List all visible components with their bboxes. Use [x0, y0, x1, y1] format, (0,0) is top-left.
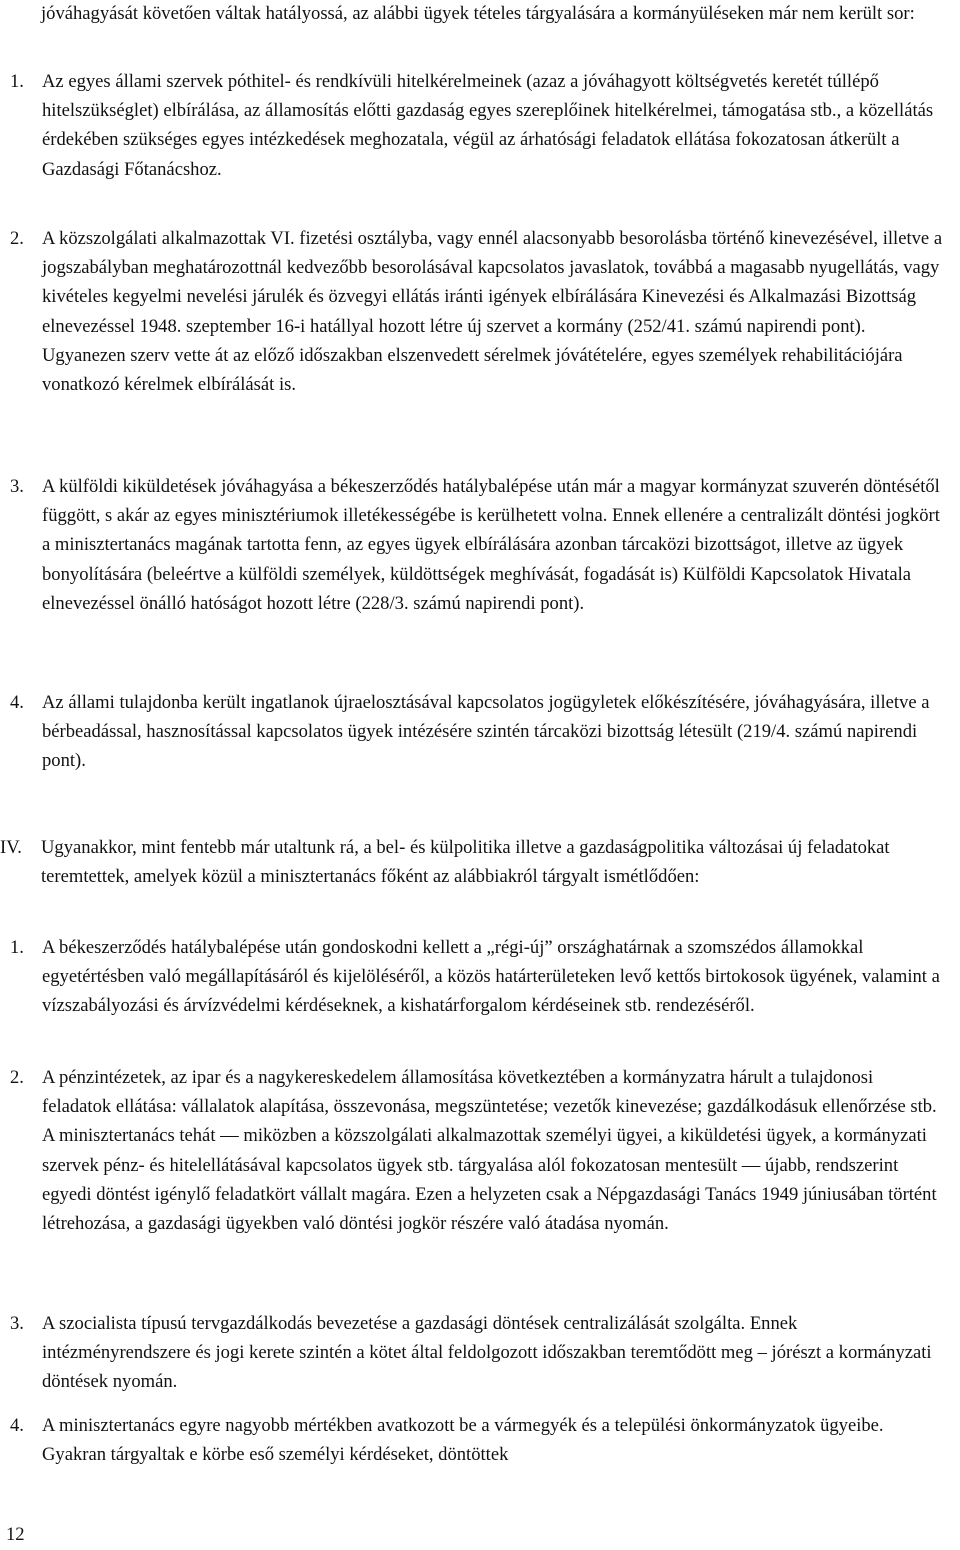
list-item-text: Az állami tulajdonba került ingatlanok újraelosztásával kapcsolatos jogügyletek előkészítésére, jóváhagyására, illetve a bérbeadással, hasznosítással kapcsolatos ügyek intézésére szintén tárcaközi bizottság létesült (219/4. számú napirendi pont). [42, 692, 930, 772]
list-item [10, 1063, 945, 1238]
list-item [10, 224, 945, 399]
list-item-number: 2. [10, 228, 24, 249]
list-item [10, 67, 945, 184]
section-iv [0, 833, 945, 891]
list-item [10, 933, 945, 1021]
list-item-number: 2. [10, 1067, 24, 1088]
list-item-number: 1. [10, 71, 24, 92]
list-item-text: A közszolgálati alkalmazottak VI. fizetési osztályba, vagy ennél alacsonyabb besorolásba történő kinevezésével, illetve a jogszabályban meghatározottnál kedvezőbb besorolásával kapcsolatos javaslatok, továbbá a magasabb nyugellátás, vagy kivételes kegyelmi nevelési járulék és özvegyi ellátás iránti igények elbírálására Kinevezési és Alkalmazási Bizottság elnevezéssel 1948. szeptember 16-i hatállyal hozott létre új szervet a kormány (252/41. számú napirendi pont). Ugyanezen szerv vette át az előző időszakban elszenvedett sérelmek jóvátételére, egyes személyek rehabilitációjára vonatkozó kérelmek elbírálását is. [42, 228, 943, 396]
list-item-number: 3. [10, 1313, 24, 1334]
list-item-text: A minisztertanács egyre nagyobb mértékben avatkozott be a vármegyék és a települési önkormányzatok ügyeibe. Gyakran tárgyaltak e körbe eső személyi kérdéseket, döntöttek [42, 1415, 884, 1466]
list-item [10, 1309, 945, 1397]
section-text: Ugyanakkor, mint fentebb már utaltunk rá, a bel- és külpolitika illetve a gazdaságpolitika változásai új feladatokat teremtettek, amelyek közül a minisztertanács főként az alábbiakról tárgyalt ismétlődően: [41, 837, 890, 888]
list-item-number: 3. [10, 476, 24, 497]
page-number: 12 [6, 1524, 25, 1545]
list-item [10, 688, 945, 776]
list-item-text: Az egyes állami szervek póthitel- és rendkívüli hitelkérelmeinek (azaz a jóváhagyott költségvetés keretét túllépő hitelszükséglet) elbírálása, az államosítás előtti gazdaság egyes szereplőinek hitelkérelmei, támogatása stb., a közellátás érdekében szükséges egyes intézkedések meghozatala, végül az árhatósági feladatok ellátása fokozatosan átkerült a Gazdasági Főtanácshoz. [42, 71, 934, 180]
list-item-text: A külföldi kiküldetések jóváhagyása a békeszerződés hatálybalépése után már a magyar kormányzat szuverén döntésétől függött, s akár az egyes minisztériumok illetékességébe is kerülhetett volna. Ennek ellenére a centralizált döntési jogkört a minisztertanács magának tartotta fenn, az egyes ügyek elbírálására azonban tárcaközi bizottságot, illetve az ügyek bonyolítására (beleértve a külföldi személyek, küldöttségek meghívását, fogadását is) Külföldi Kapcsolatok Hivatala elnevezéssel önálló hatóságot hozott létre (228/3. számú napirendi pont). [42, 476, 940, 614]
list-item-text: A szocialista típusú tervgazdálkodás bevezetése a gazdasági döntések centralizálását szolgálta. Ennek intézményrendszere és jogi kerete szintén a kötet által feldolgozott időszakban teremtődött meg – jórészt a kormányzati döntések nyomán. [42, 1313, 932, 1393]
list-item [10, 472, 945, 618]
list-item-number: 1. [10, 937, 24, 958]
list-item [10, 1411, 945, 1469]
intro-paragraph: jóváhagyását követően váltak hatályossá, az alábbi ügyek tételes tárgyalására a kormányüléseken már nem került sor: [41, 3, 915, 24]
list-item-text: A pénzintézetek, az ipar és a nagykereskedelem államosítása következtében a kormányzatra hárult a tulajdonosi feladatok ellátása: vállalatok alapítása, összevonása, megszüntetése; vezetők kinevezése; gazdálkodásuk ellenőrzése stb. A minisztertanács tehát — miközben a közszolgálati alkalmazottak személyi ügyei, a kiküldetési ügyek, a kormányzati szervek pénz- és hitelellátásával kapcsolatos ügyek stb. tárgyalása alól fokozatosan mentesült — újabb, rendszerint egyedi döntést igénylő feladatkört vállalt magára. Ezen a helyzeten csak a Népgazdasági Tanács 1949 júniusában történt létrehozása, a gazdasági ügyekben való döntési jogkör részére való átadása nyomán. [42, 1067, 937, 1235]
list-item-text: A békeszerződés hatálybalépése után gondoskodni kellett a „régi-új” országhatárnak a szomszédos államokkal egyetértésben való megállapításáról és kijelöléséről, a közös határterületeken levő kettős birtokosok ügyének, valamint a vízszabályozási és árvízvédelmi kérdéseknek, a kishatárforgalom kérdéseinek stb. rendezéséről. [42, 937, 940, 1017]
section-number: IV. [0, 837, 22, 858]
list-item-number: 4. [10, 1415, 24, 1436]
list-item-number: 4. [10, 692, 24, 713]
